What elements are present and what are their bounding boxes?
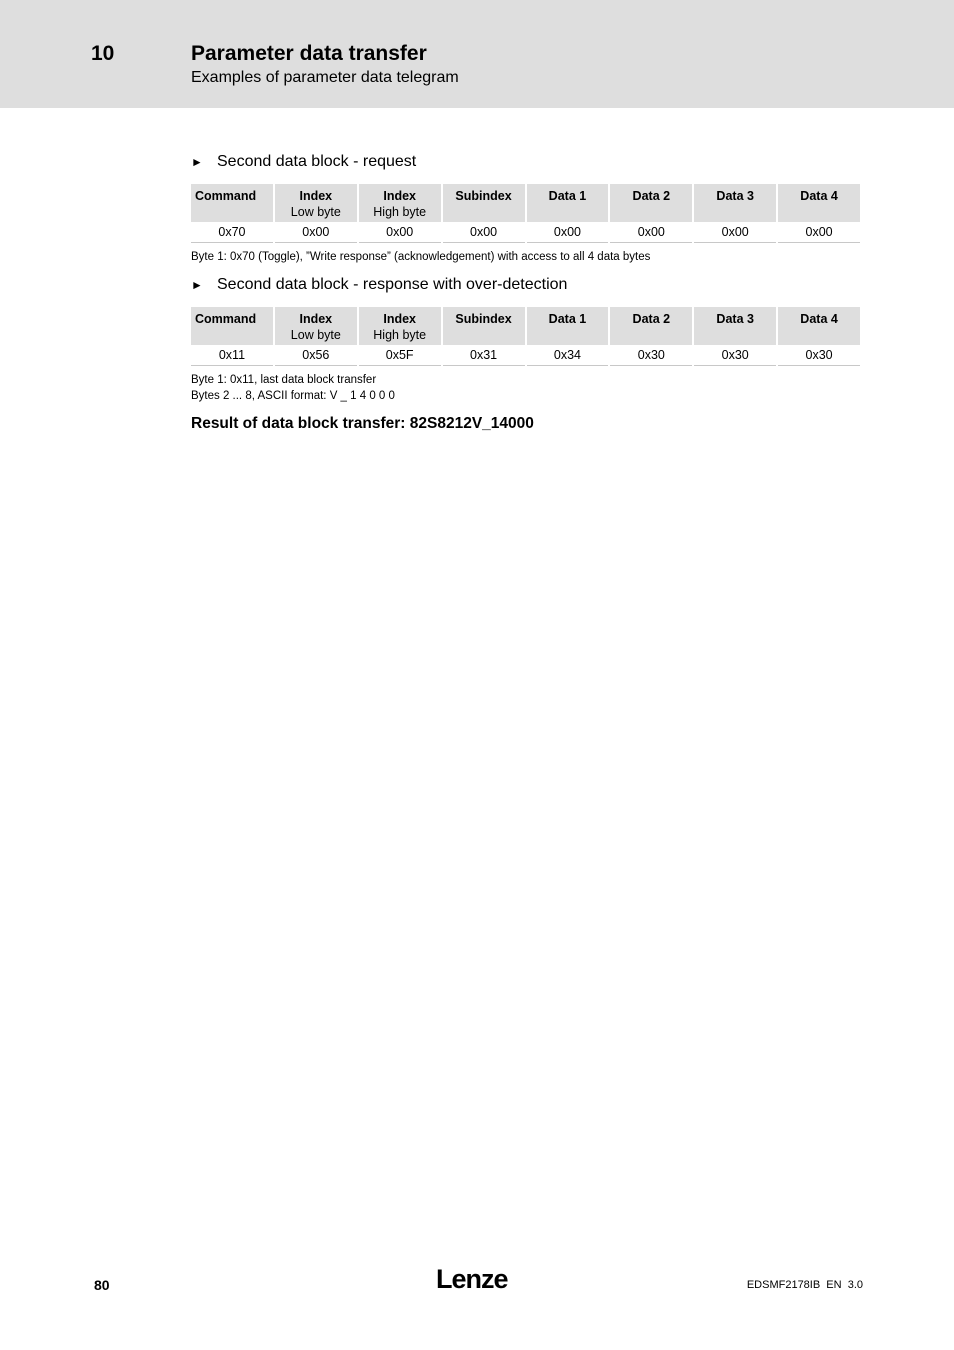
column-header: Data 4 [778, 184, 860, 222]
response-table [189, 307, 862, 366]
table-cell: 0x00 [275, 222, 357, 243]
table-cell: 0x00 [778, 222, 860, 243]
column-header: Data 4 [778, 307, 860, 345]
column-header: Data 1 [527, 307, 609, 345]
column-header: Index High byte [359, 307, 441, 345]
table-cell: 0x30 [694, 345, 776, 366]
table-cell: 0x34 [527, 345, 609, 366]
table-cell: 0x00 [694, 222, 776, 243]
table-header-row [191, 307, 860, 345]
chapter-title: Parameter data transfer [191, 42, 427, 65]
column-header: Subindex [443, 307, 525, 345]
column-header: Subindex [443, 184, 525, 222]
table-cell: 0x11 [191, 345, 273, 366]
triangle-right-icon: ► [191, 155, 203, 169]
column-header: Command [191, 307, 273, 345]
section-heading-text: Second data block - response with over-detection [217, 276, 568, 293]
table-cell: 0x00 [359, 222, 441, 243]
table-header-row [191, 184, 860, 222]
column-header: Index Low byte [275, 307, 357, 345]
column-header: Data 1 [527, 184, 609, 222]
result-text: Result of data block transfer: 82S8212V_14000 [191, 415, 534, 432]
table-cell: 0x5F [359, 345, 441, 366]
section-heading-request [191, 152, 416, 172]
column-header: Data 2 [610, 307, 692, 345]
section-heading-text: Second data block - request [217, 153, 417, 170]
request-note: Byte 1: 0x70 (Toggle), ”Write response” (acknowledgement) with access to all 4 data bytes [191, 251, 651, 263]
column-header: Index High byte [359, 184, 441, 222]
column-header: Index Low byte [275, 184, 357, 222]
table-cell: 0x00 [610, 222, 692, 243]
column-header: Command [191, 184, 273, 222]
table-cell: 0x30 [778, 345, 860, 366]
response-note-line1: Byte 1: 0x11, last data block transfer [191, 374, 377, 386]
lenze-logo: Lenze [436, 1264, 508, 1294]
request-table [189, 184, 862, 243]
table-cell: 0x56 [275, 345, 357, 366]
table-cell: 0x70 [191, 222, 273, 243]
chapter-subtitle: Examples of parameter data telegram [191, 69, 459, 86]
section-heading-response [191, 275, 567, 295]
table-cell: 0x00 [527, 222, 609, 243]
table-row [191, 345, 860, 366]
response-note-line2: Bytes 2 ... 8, ASCII format: V _ 1 4 0 0 0 [191, 390, 395, 402]
column-header: Data 3 [694, 184, 776, 222]
table-cell: 0x00 [443, 222, 525, 243]
page-number: 80 [94, 1277, 110, 1293]
table-cell: 0x31 [443, 345, 525, 366]
table-row [191, 222, 860, 243]
document-id: EDSMF2178IB EN 3.0 [746, 1279, 863, 1291]
chapter-number: 10 [91, 42, 115, 65]
table-cell: 0x30 [610, 345, 692, 366]
triangle-right-icon: ► [191, 278, 203, 292]
column-header: Data 2 [610, 184, 692, 222]
header-band [0, 0, 954, 108]
column-header: Data 3 [694, 307, 776, 345]
